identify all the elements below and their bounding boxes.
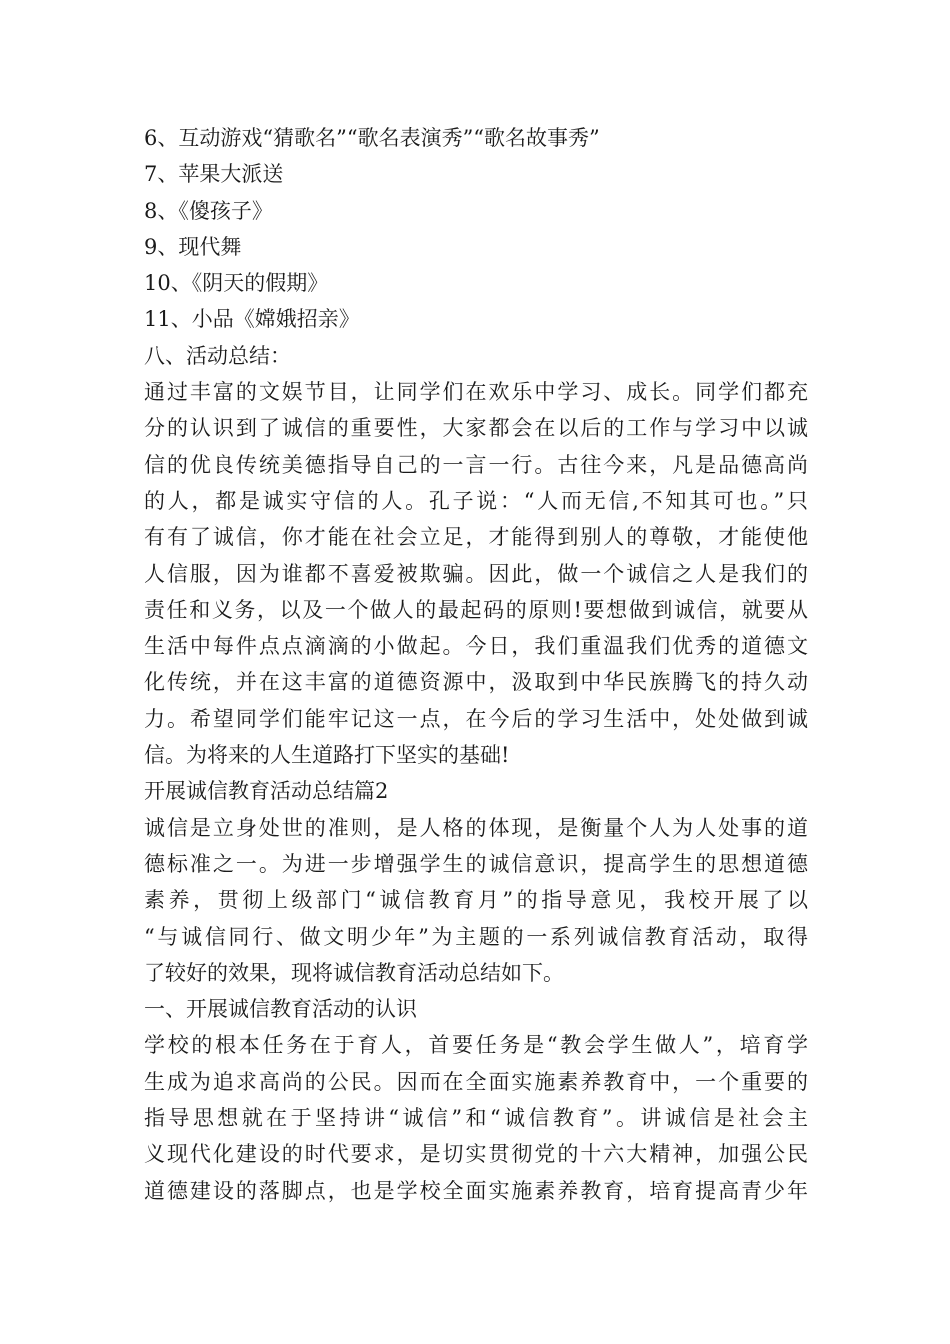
section-1-paragraph bbox=[144, 1027, 808, 1208]
paragraph-line: 化传统，并在这丰富的道德资源中，汲取到中华民族腾飞的持久动 bbox=[144, 670, 808, 695]
paragraph-line: 信的优良传统美德指导自己的一言一行。古往今来，凡是品德高尚 bbox=[144, 452, 808, 477]
paragraph-line: 责任和义务，以及一个做人的最起码的原则!要想做到诚信，就要从 bbox=[144, 597, 808, 622]
paragraph-line: 学校的根本任务在于育人，首要任务是“教会学生做人”，培育学 bbox=[144, 1033, 808, 1058]
paragraph-line: 有有了诚信，你才能在社会立足，才能得到别人的尊敬，才能使他 bbox=[144, 525, 808, 550]
paragraph-line: 义现代化建设的时代要求，是切实贯彻党的十六大精神，加强公民 bbox=[144, 1142, 808, 1167]
paragraph-line: 道德建设的落脚点，也是学校全面实施素养教育，培育提高青少年 bbox=[144, 1178, 808, 1203]
intro-paragraph bbox=[144, 810, 808, 991]
program-item: 9、现代舞 bbox=[144, 234, 242, 259]
summary-paragraph bbox=[144, 374, 808, 773]
program-list bbox=[144, 120, 808, 338]
paragraph-line: 了较好的效果，现将诚信教育活动总结如下。 bbox=[144, 960, 564, 985]
paragraph-line: 的人，都是诚实守信的人。孔子说：“人而无信,不知其可也。”只 bbox=[144, 488, 808, 513]
program-item: 8、《傻孩子》 bbox=[144, 198, 273, 223]
article-title: 开展诚信教育活动总结篇2 bbox=[144, 779, 389, 804]
paragraph-line: 分的认识到了诚信的重要性，大家都会在以后的工作与学习中以诚 bbox=[144, 416, 808, 441]
program-item: 7、苹果大派送 bbox=[144, 162, 284, 187]
paragraph-line: 信。为将来的人生道路打下坚实的基础! bbox=[144, 743, 510, 768]
paragraph-line: 素养，贯彻上级部门“诚信教育月”的指导意见，我校开展了以 bbox=[144, 888, 808, 913]
paragraph-line: 人信服，因为谁都不喜爱被欺骗。因此，做一个诚信之人是我们的 bbox=[144, 561, 808, 586]
section-heading-understanding: 一、开展诚信教育活动的认识 bbox=[144, 997, 417, 1022]
program-item: 11、小品《嫦娥招亲》 bbox=[144, 307, 360, 332]
program-item: 10、《阴天的假期》 bbox=[144, 271, 329, 296]
paragraph-line: “与诚信同行、做文明少年”为主题的一系列诚信教育活动，取得 bbox=[144, 924, 808, 949]
paragraph-line: 力。希望同学们能牢记这一点，在今后的学习生活中，处处做到诚 bbox=[144, 706, 808, 731]
paragraph-line: 生成为追求高尚的公民。因而在全面实施素养教育中，一个重要的 bbox=[144, 1069, 808, 1094]
paragraph-line: 诚信是立身处世的准则，是人格的体现，是衡量个人为人处事的道 bbox=[144, 815, 808, 840]
section-heading-activity-summary: 八、活动总结： bbox=[144, 343, 291, 368]
paragraph-line: 指导思想就在于坚持讲“诚信”和“诚信教育”。讲诚信是社会主 bbox=[144, 1106, 808, 1131]
document-page bbox=[144, 120, 808, 1209]
paragraph-line: 通过丰富的文娱节目，让同学们在欢乐中学习、成长。同学们都充 bbox=[144, 380, 808, 405]
program-item: 6、互动游戏“猜歌名”“歌名表演秀”“歌名故事秀” bbox=[144, 126, 600, 150]
paragraph-line: 德标准之一。为进一步增强学生的诚信意识，提高学生的思想道德 bbox=[144, 851, 808, 876]
paragraph-line: 生活中每件点点滴滴的小做起。今日，我们重温我们优秀的道德文 bbox=[144, 634, 808, 659]
